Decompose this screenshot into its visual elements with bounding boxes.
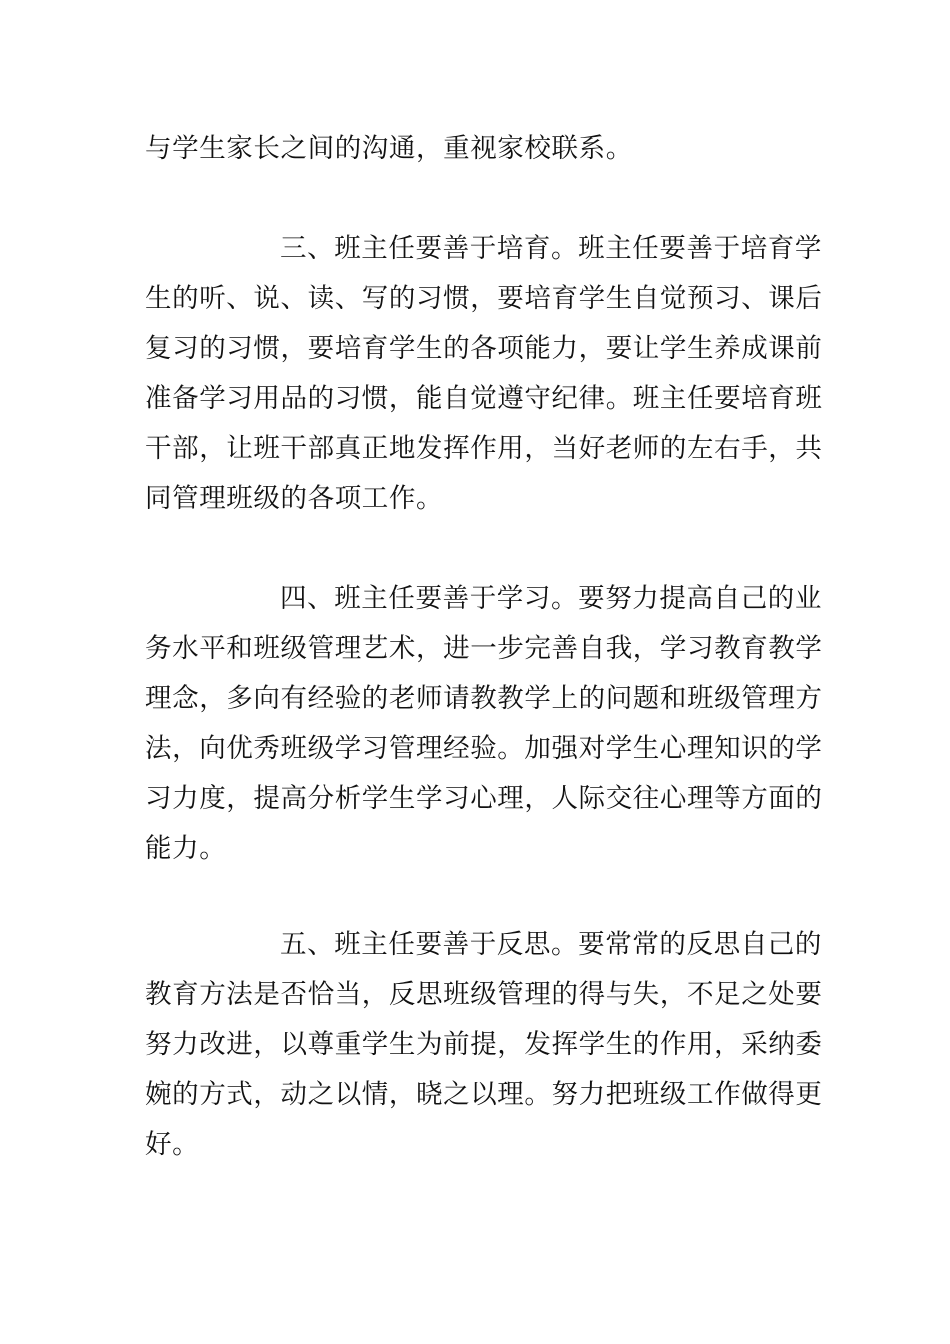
paragraph-line: 与学生家长之间的沟通，重视家校联系。 (145, 133, 633, 164)
paragraph-line: 理念，多向有经验的老师请教教学上的问题和班级管理方 (145, 683, 823, 714)
paragraph-line: 务水平和班级管理艺术，进一步完善自我，学习教育教学 (145, 633, 823, 664)
paragraph-line: 法，向优秀班级学习管理经验。加强对学生心理知识的学 (145, 733, 823, 764)
paragraph-line: 复习的习惯，要培育学生的各项能力，要让学生养成课前 (145, 333, 823, 364)
paragraph-line: 习力度，提高分析学生学习心理，人际交往心理等方面的 (145, 783, 823, 814)
paragraph-line: 五、班主任要善于反思。要常常的反思自己的 (280, 929, 822, 960)
paragraph-line: 婉的方式，动之以情，晓之以理。努力把班级工作做得更 (145, 1079, 823, 1110)
paragraph-line: 努力改进，以尊重学生为前提，发挥学生的作用，采纳委 (145, 1029, 823, 1060)
paragraph-line: 同管理班级的各项工作。 (145, 483, 444, 514)
paragraph-five (145, 920, 823, 1170)
paragraph-line: 四、班主任要善于学习。要努力提高自己的业 (280, 583, 822, 614)
paragraph-continuation (145, 124, 810, 174)
paragraph-line: 教育方法是否恰当，反思班级管理的得与失，不足之处要 (145, 979, 823, 1010)
paragraph-line: 准备学习用品的习惯，能自觉遵守纪律。班主任要培育班 (145, 383, 823, 414)
paragraph-line: 好。 (145, 1129, 200, 1160)
paragraph-four (145, 574, 823, 874)
paragraph-line: 生的听、说、读、写的习惯，要培育学生自觉预习、课后 (145, 283, 823, 314)
paragraph-line: 三、班主任要善于培育。班主任要善于培育学 (280, 233, 822, 264)
paragraph-line: 能力。 (145, 833, 227, 864)
paragraph-line: 干部，让班干部真正地发挥作用，当好老师的左右手，共 (145, 433, 823, 464)
paragraph-three (145, 224, 823, 524)
